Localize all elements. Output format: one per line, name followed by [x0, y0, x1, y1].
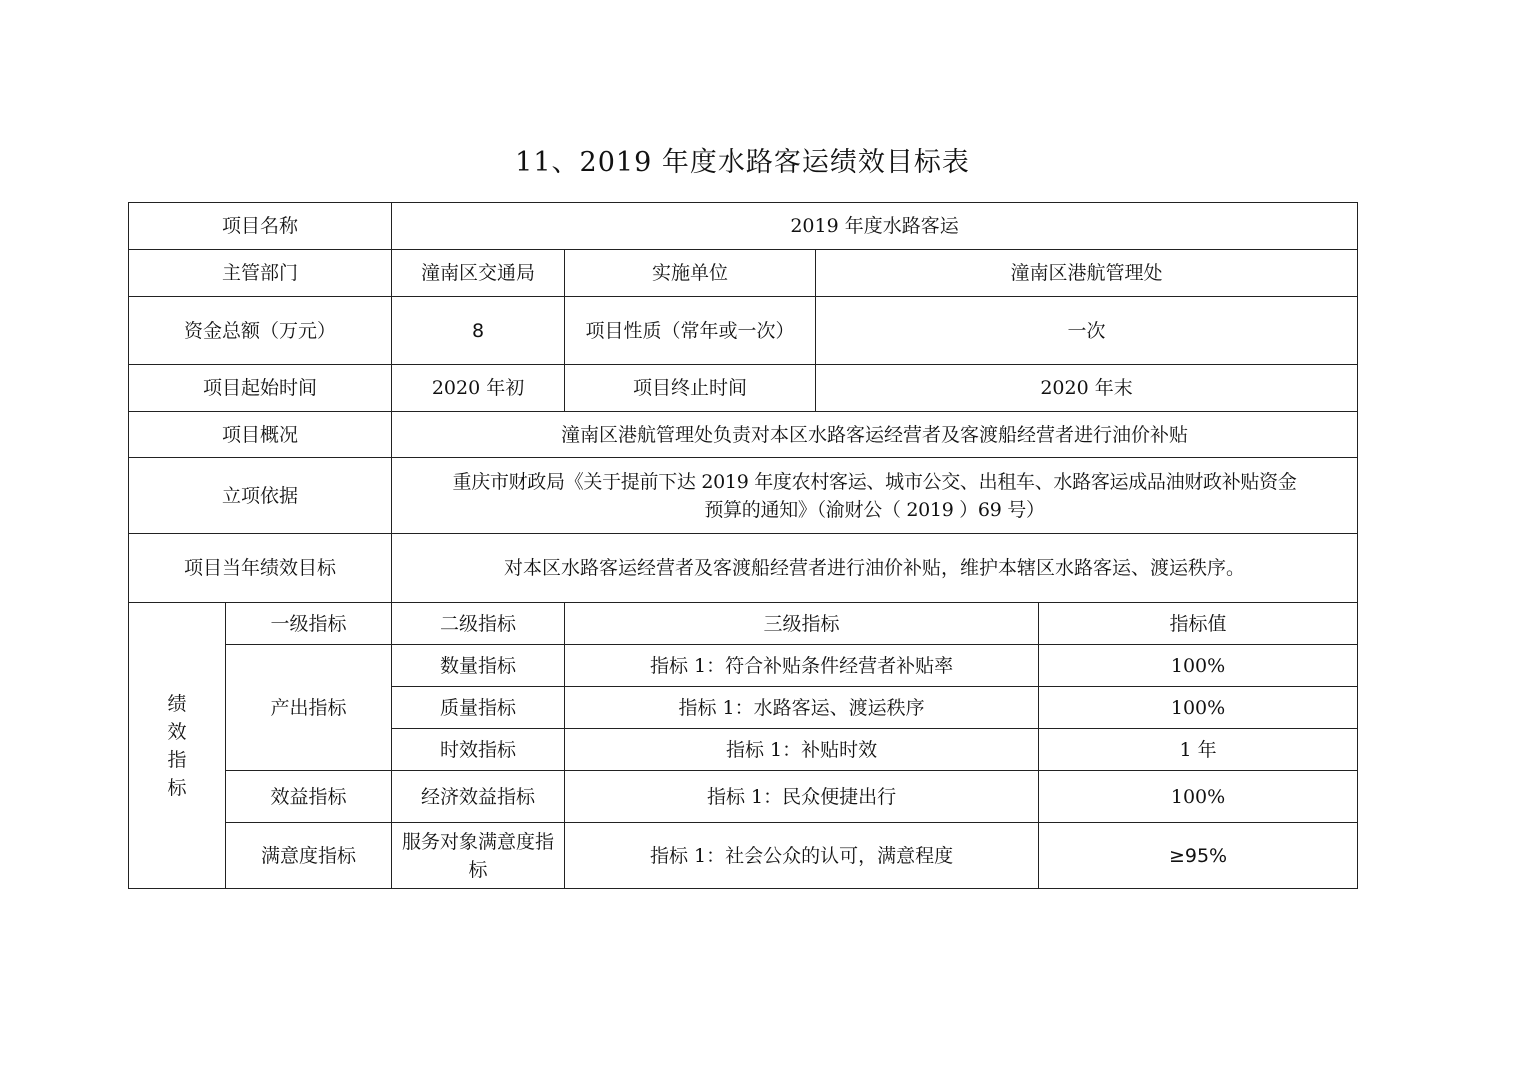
basis-value	[392, 458, 1358, 534]
overview-label: 项目概况	[129, 412, 392, 458]
impl-unit-label: 实施单位	[565, 250, 816, 297]
start-time-label: 项目起始时间	[129, 365, 392, 412]
level3-cell: 指标 1：社会公众的认可，满意程度	[565, 823, 1039, 889]
value-cell: 100%	[1039, 687, 1358, 729]
basis-line-1: 重庆市财政局《关于提前下达 2019 年度农村客运、城市公交、出租车、水路客运成品油财政补贴资金	[452, 470, 1297, 493]
value-cell: 100%	[1039, 771, 1358, 823]
page-title: 11、2019 年度水路客运绩效目标表	[515, 147, 970, 178]
table-row	[129, 771, 1358, 823]
funds-label: 资金总额（万元）	[129, 297, 392, 365]
level3-cell: 指标 1：民众便捷出行	[565, 771, 1039, 823]
project-name-value: 2019 年度水路客运	[392, 203, 1358, 250]
level2-cell: 质量指标	[392, 687, 565, 729]
row-dept	[129, 250, 1358, 297]
row-indicator-headers	[129, 603, 1358, 645]
row-time	[129, 365, 1358, 412]
section-char: 绩	[167, 692, 187, 715]
dept-label: 主管部门	[129, 250, 392, 297]
row-funds	[129, 297, 1358, 365]
level2-cell: 服务对象满意度指标	[392, 823, 565, 889]
level2-cell: 经济效益指标	[392, 771, 565, 823]
performance-table	[128, 202, 1358, 889]
row-project-name	[129, 203, 1358, 250]
benefit-indicator-label: 效益指标	[226, 771, 392, 823]
funds-value: 8	[392, 297, 565, 365]
value-cell: 100%	[1039, 645, 1358, 687]
dept-value: 潼南区交通局	[392, 250, 565, 297]
output-indicator-label: 产出指标	[226, 645, 392, 771]
header-level3: 三级指标	[565, 603, 1039, 645]
nature-value: 一次	[816, 297, 1358, 365]
row-basis	[129, 458, 1358, 534]
level2-cell: 时效指标	[392, 729, 565, 771]
basis-label: 立项依据	[129, 458, 392, 534]
section-char: 标	[167, 776, 187, 799]
section-label-indicators	[129, 603, 226, 889]
table-row	[129, 823, 1358, 889]
end-time-label: 项目终止时间	[565, 365, 816, 412]
header-value: 指标值	[1039, 603, 1358, 645]
level3-cell: 指标 1：水路客运、渡运秩序	[565, 687, 1039, 729]
table-row	[129, 645, 1358, 687]
row-goal	[129, 534, 1358, 603]
overview-value: 潼南区港航管理处负责对本区水路客运经营者及客渡船经营者进行油价补贴	[392, 412, 1358, 458]
level3-cell: 指标 1：符合补贴条件经营者补贴率	[565, 645, 1039, 687]
start-time-value: 2020 年初	[392, 365, 565, 412]
goal-value: 对本区水路客运经营者及客渡船经营者进行油价补贴，维护本辖区水路客运、渡运秩序。	[392, 534, 1358, 603]
value-cell: 1 年	[1039, 729, 1358, 771]
header-level1: 一级指标	[226, 603, 392, 645]
end-time-value: 2020 年末	[816, 365, 1358, 412]
nature-label: 项目性质（常年或一次）	[565, 297, 816, 365]
project-name-label: 项目名称	[129, 203, 392, 250]
goal-label: 项目当年绩效目标	[129, 534, 392, 603]
row-overview	[129, 412, 1358, 458]
section-char: 指	[167, 748, 187, 771]
impl-unit-value: 潼南区港航管理处	[816, 250, 1358, 297]
header-level2: 二级指标	[392, 603, 565, 645]
section-char: 效	[167, 720, 187, 743]
basis-line-2: 预算的通知》（渝财公（ 2019 ）69 号）	[704, 498, 1045, 521]
level2-cell: 数量指标	[392, 645, 565, 687]
satisfaction-indicator-label: 满意度指标	[226, 823, 392, 889]
level3-cell: 指标 1：补贴时效	[565, 729, 1039, 771]
value-cell: ≥95%	[1039, 823, 1358, 889]
